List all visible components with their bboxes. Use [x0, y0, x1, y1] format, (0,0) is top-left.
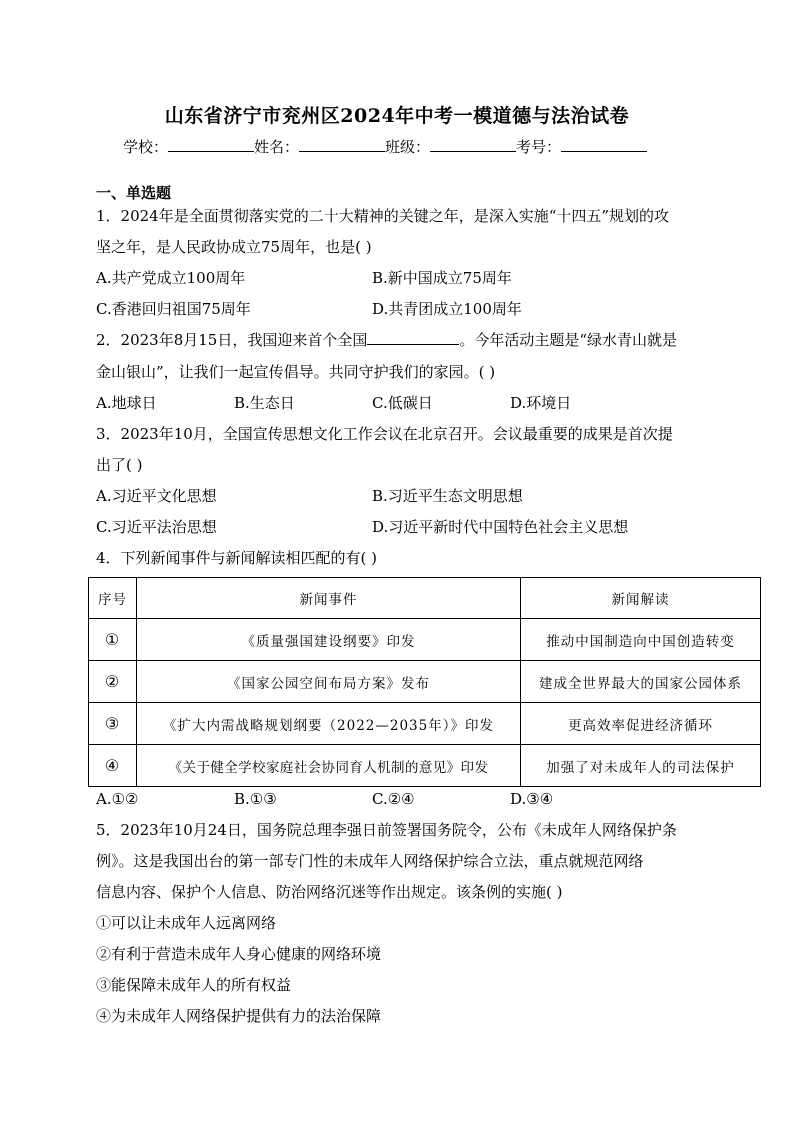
table-cell-number: ② [89, 661, 137, 703]
q2-option-c[interactable]: C.低碳日 [372, 394, 433, 412]
table-cell-event: 《扩大内需战略规划纲要（2022—2035年）》印发 [137, 703, 521, 745]
q3-stem-line1: 3．2023年10月，全国宣传思想文化工作会议在北京召开。会议最重要的成果是首次提 [96, 425, 673, 443]
table-cell-number: ④ [89, 745, 137, 787]
q5-statement-3: ③能保障未成年人的所有权益 [96, 976, 292, 994]
class-blank[interactable] [430, 137, 516, 152]
name-label: 姓名： [254, 138, 300, 156]
q1-option-d[interactable]: D.共青团成立100周年 [372, 300, 522, 318]
table-cell-interpretation: 加强了对未成年人的司法保护 [521, 745, 761, 787]
q5-stem-line3: 信息内容、保护个人信息、防治网络沉迷等作出规定。该条例的实施( ) [96, 883, 563, 901]
class-label: 班级： [385, 138, 431, 156]
q2-stem-line2: 金山银山”，让我们一起宣传倡导。共同守护我们的家园。( ) [96, 363, 496, 381]
q4-option-d[interactable]: D.③④ [510, 790, 554, 808]
table-cell-interpretation: 推动中国制造向中国创造转变 [521, 619, 761, 661]
table-cell-interpretation: 建成全世界最大的国家公园体系 [521, 661, 761, 703]
table-header-cell: 新闻事件 [137, 578, 521, 619]
q1-option-a[interactable]: A.共产党成立100周年 [96, 269, 246, 287]
q5-statement-4: ④为未成年人网络保护提供有力的法治保障 [96, 1007, 382, 1025]
q1-stem-line2: 坚之年，是人民政协成立75周年，也是( ) [96, 238, 372, 256]
student-info-line [123, 136, 647, 157]
q4-option-a[interactable]: A.①② [96, 790, 139, 808]
q2-option-a[interactable]: A.地球日 [96, 394, 157, 412]
table-cell-number: ③ [89, 703, 137, 745]
name-blank[interactable] [299, 137, 385, 152]
table-cell-interpretation: 更高效率促进经济循环 [521, 703, 761, 745]
q2-stem-pre: 2．2023年8月15日，我国迎来首个全国 [96, 331, 368, 349]
q4-stem: 4．下列新闻事件与新闻解读相匹配的有( ) [96, 549, 378, 567]
q4-option-b[interactable]: B.①③ [234, 790, 277, 808]
table-header-cell: 序号 [89, 578, 137, 619]
table-header-cell: 新闻解读 [521, 578, 761, 619]
exam-title: 山东省济宁市兖州区2024年中考一模道德与法治试卷 [164, 105, 630, 127]
table-cell-event: 《关于健全学校家庭社会协同育人机制的意见》印发 [137, 745, 521, 787]
q5-statement-2: ②有利于营造未成年人身心健康的网络环境 [96, 945, 382, 963]
q1-option-c[interactable]: C.香港回归祖国75周年 [96, 300, 251, 318]
q2-answer-blank[interactable] [367, 330, 459, 345]
table-row [89, 745, 761, 787]
school-blank[interactable] [168, 137, 254, 152]
q2-option-b[interactable]: B.生态日 [234, 394, 295, 412]
table-row [89, 703, 761, 745]
q5-stem-line1: 5．2023年10月24日，国务院总理李强日前签署国务院令，公布《未成年人网络保护条 [96, 821, 677, 839]
q5-stem-line2: 例》。这是我国出台的第一部专门性的未成年人网络保护综合立法，重点就规范网络 [96, 852, 644, 870]
table-cell-event: 《质量强国建设纲要》印发 [137, 619, 521, 661]
exam-number-blank[interactable] [561, 137, 647, 152]
section-heading: 一、单选题 [96, 184, 172, 202]
exam-number-label: 考号： [516, 138, 562, 156]
q3-option-b[interactable]: B.习近平生态文明思想 [372, 487, 523, 505]
q3-option-d[interactable]: D.习近平新时代中国特色社会主义思想 [372, 518, 629, 536]
q5-statement-1: ①可以让未成年人远离网络 [96, 914, 277, 932]
table-cell-number: ① [89, 619, 137, 661]
q1-stem-line1: 1．2024年是全面贯彻落实党的二十大精神的关键之年，是深入实施“十四五”规划的攻 [96, 207, 670, 225]
q4-option-c[interactable]: C.②④ [372, 790, 415, 808]
q1-option-b[interactable]: B.新中国成立75周年 [372, 269, 512, 287]
school-label: 学校： [123, 138, 169, 156]
q2-stem-line1 [96, 329, 677, 350]
q3-option-c[interactable]: C.习近平法治思想 [96, 518, 217, 536]
q2-stem-post: 。今年活动主题是“绿水青山就是 [459, 331, 678, 349]
table-row [89, 661, 761, 703]
table-cell-event: 《国家公园空间布局方案》发布 [137, 661, 521, 703]
table-row [89, 619, 761, 661]
table-header-row [89, 578, 761, 619]
q3-option-a[interactable]: A.习近平文化思想 [96, 487, 217, 505]
q2-option-d[interactable]: D.环境日 [510, 394, 572, 412]
news-table [88, 577, 761, 787]
q3-stem-line2: 出了( ) [96, 456, 143, 474]
